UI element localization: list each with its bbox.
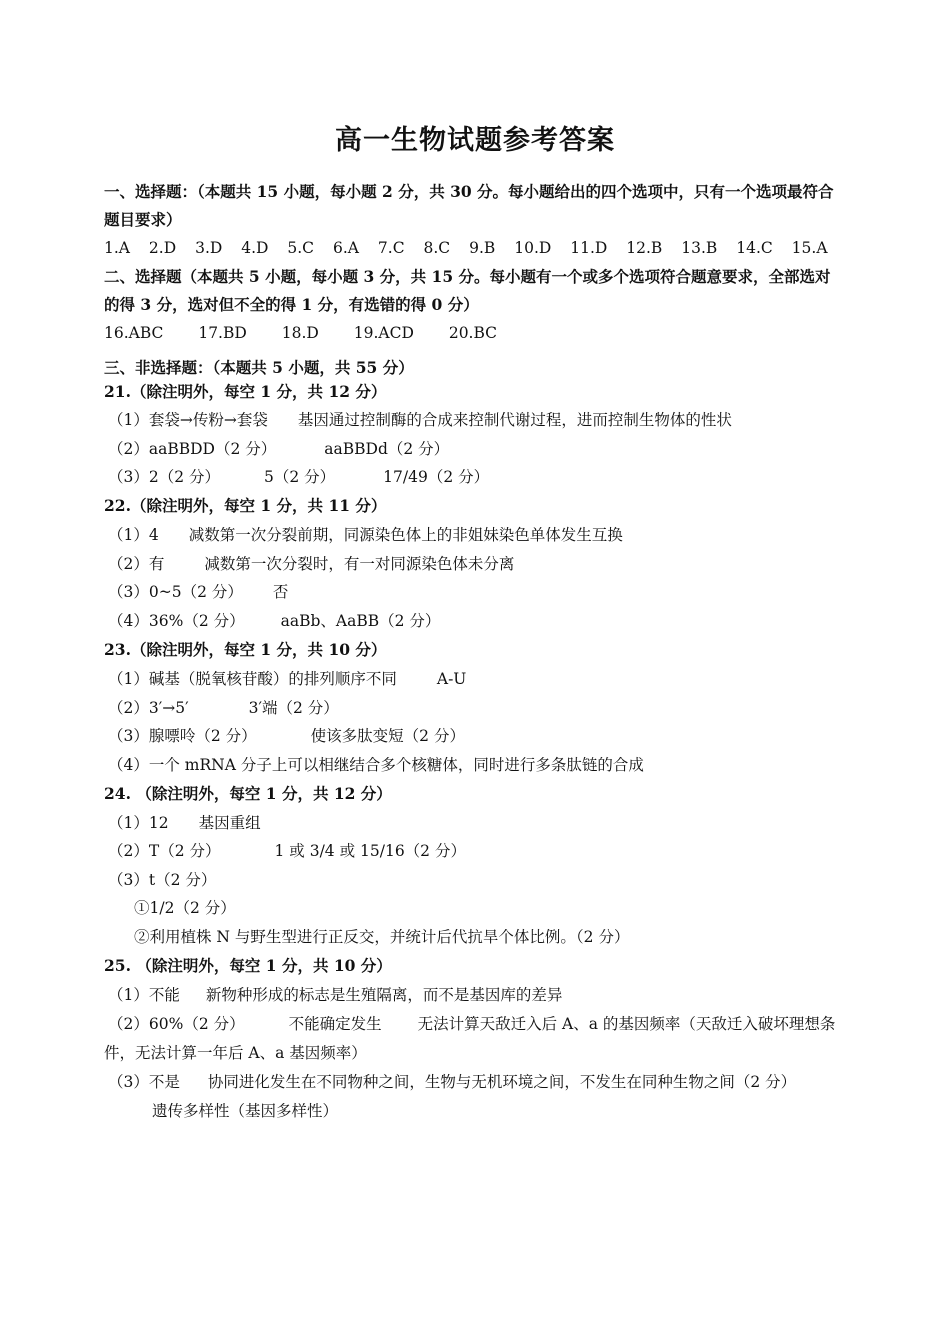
answer-part: 新物种形成的标志是生殖隔离，而不是基因库的差异 [205, 986, 563, 1004]
q23-answer-2 [108, 697, 339, 719]
q24-answer-3-sub1: ①1/2（2 分） [134, 899, 236, 917]
q25-heading: 25. （除注明外，每空 1 分，共 10 分） [104, 956, 392, 975]
q22-answer-4 [108, 610, 440, 632]
answer-item: 16.ABC [104, 324, 164, 342]
answer-part: aaBb、AaBB（2 分） [280, 612, 441, 630]
answer-part: （2）T（2 分） [108, 842, 221, 860]
answer-part: 无法计算天敌迁入后 A、a 的基因频率（天敌迁入破坏理想条 [417, 1015, 836, 1033]
answer-item: 17.BD [198, 324, 247, 342]
q22-answer-1 [108, 524, 623, 546]
q22-answer-3 [108, 581, 288, 603]
answer-part: （4）一个 mRNA 分子上可以相继结合多个核糖体，同时进行多条肽链的合成 [108, 756, 644, 774]
answer-item: 6.A [332, 239, 359, 257]
answer-part: （1）套袋→传粉→套袋 [108, 411, 268, 429]
q25-answer-2 [108, 1013, 835, 1035]
q24-answer-2 [108, 840, 466, 862]
section1-heading-line2: 题目要求） [104, 210, 182, 229]
q25-answer-2-continued: 件，无法计算一年后 A、a 基因频率） [104, 1044, 367, 1062]
answer-part: （2）3′→5′ [108, 699, 189, 717]
section2-heading-line2: 的得 3 分，选对但不全的得 1 分，有选错的得 0 分） [104, 295, 479, 314]
q24-answer-1 [108, 812, 261, 834]
q23-heading: 23.（除注明外，每空 1 分，共 10 分） [104, 640, 387, 659]
answer-part: （2）60%（2 分） [108, 1015, 245, 1033]
answer-item: 20.BC [448, 324, 498, 342]
answer-part: 3′端（2 分） [248, 699, 339, 717]
answer-item: 19.ACD [353, 324, 414, 342]
q24-answer-3 [108, 869, 216, 891]
q25-answer-3 [108, 1071, 796, 1093]
q23-answer-3 [108, 725, 465, 747]
answer-item: 13.B [681, 239, 718, 257]
answer-part: 17/49（2 分） [383, 468, 490, 486]
answer-part: （2）有 [108, 555, 165, 573]
answer-part: 1 或 3/4 或 15/16（2 分） [274, 842, 466, 860]
answer-part: 减数第一次分裂时，有一对同源染色体未分离 [204, 555, 515, 573]
section3-heading: 三、非选择题：（本题共 5 小题，共 55 分） [104, 358, 414, 377]
answer-part: （3）0~5（2 分） [108, 583, 243, 601]
answer-part: 否 [272, 583, 289, 601]
answer-item: 15.A [791, 239, 828, 257]
q24-heading: 24. （除注明外，每空 1 分，共 12 分） [104, 784, 392, 803]
q22-answer-2 [108, 553, 514, 575]
section1-answers [104, 237, 828, 259]
answer-item: 12.B [626, 239, 663, 257]
answer-item: 9.B [469, 239, 496, 257]
section2-answers [104, 322, 497, 344]
section2-heading-line1: 二、选择题（本题共 5 小题，每小题 3 分，共 15 分。每小题有一个或多个选项符合题意要求，全部选对 [104, 267, 831, 286]
answer-item: 5.C [287, 239, 315, 257]
answer-part: 不能确定发生 [288, 1015, 382, 1033]
answer-part: 基因通过控制酶的合成来控制代谢过程，进而控制生物体的性状 [297, 411, 732, 429]
answer-item: 3.D [195, 239, 223, 257]
q22-heading: 22.（除注明外，每空 1 分，共 11 分） [104, 496, 387, 515]
q24-answer-3-sub2: ②利用植株 N 与野生型进行正反交，并统计后代抗旱个体比例。（2 分） [134, 928, 630, 946]
page-title: 高一生物试题参考答案 [335, 125, 615, 156]
answer-item: 11.D [570, 239, 608, 257]
answer-part: （1）4 [108, 526, 159, 544]
section1-heading-line1: 一、选择题：（本题共 15 小题，每小题 2 分，共 30 分。每小题给出的四个选项中，只有一个选项最符合 [104, 182, 834, 201]
q23-answer-4 [108, 754, 644, 776]
answer-part: （1）碱基（脱氧核苷酸）的排列顺序不同 [108, 670, 397, 688]
answer-part: （3）不是 [108, 1073, 180, 1091]
answer-item: 2.D [148, 239, 177, 257]
answer-part: （3）t（2 分） [108, 871, 217, 889]
answer-part: （1）12 [108, 814, 169, 832]
answer-part: aaBBDd（2 分） [324, 440, 450, 458]
q21-answer-2 [108, 438, 449, 460]
answer-part: （3）腺嘌呤（2 分） [108, 727, 257, 745]
answer-part: 协同进化发生在不同物种之间，生物与无机环境之间，不发生在同种生物之间（2 分） [207, 1073, 797, 1091]
answer-part: （4）36%（2 分） [108, 612, 245, 630]
answer-item: 8.C [423, 239, 451, 257]
answer-item: 1.A [104, 239, 130, 257]
answer-part: 减数第一次分裂前期，同源染色体上的非姐妹染色单体发生互换 [188, 526, 623, 544]
answer-item: 7.C [377, 239, 405, 257]
answer-item: 4.D [241, 239, 269, 257]
q21-heading: 21.（除注明外，每空 1 分，共 12 分） [104, 382, 387, 401]
q25-answer-1 [108, 984, 562, 1006]
answer-part: （1）不能 [108, 986, 180, 1004]
answer-part: （3）2（2 分） [108, 468, 221, 486]
answer-part: 5（2 分） [264, 468, 336, 486]
q21-answer-1 [108, 409, 732, 431]
answer-item: 10.D [514, 239, 552, 257]
answer-part: （2）aaBBDD（2 分） [108, 440, 277, 458]
answer-item: 18.D [281, 324, 319, 342]
answer-part: 基因重组 [198, 814, 261, 832]
q25-answer-3-continued: 遗传多样性（基因多样性） [152, 1102, 339, 1120]
answer-item: 14.C [736, 239, 773, 257]
answer-part: 使该多肽变短（2 分） [310, 727, 465, 745]
q21-answer-3 [108, 466, 489, 488]
q23-answer-1 [108, 668, 466, 690]
answer-part: A-U [436, 670, 467, 688]
